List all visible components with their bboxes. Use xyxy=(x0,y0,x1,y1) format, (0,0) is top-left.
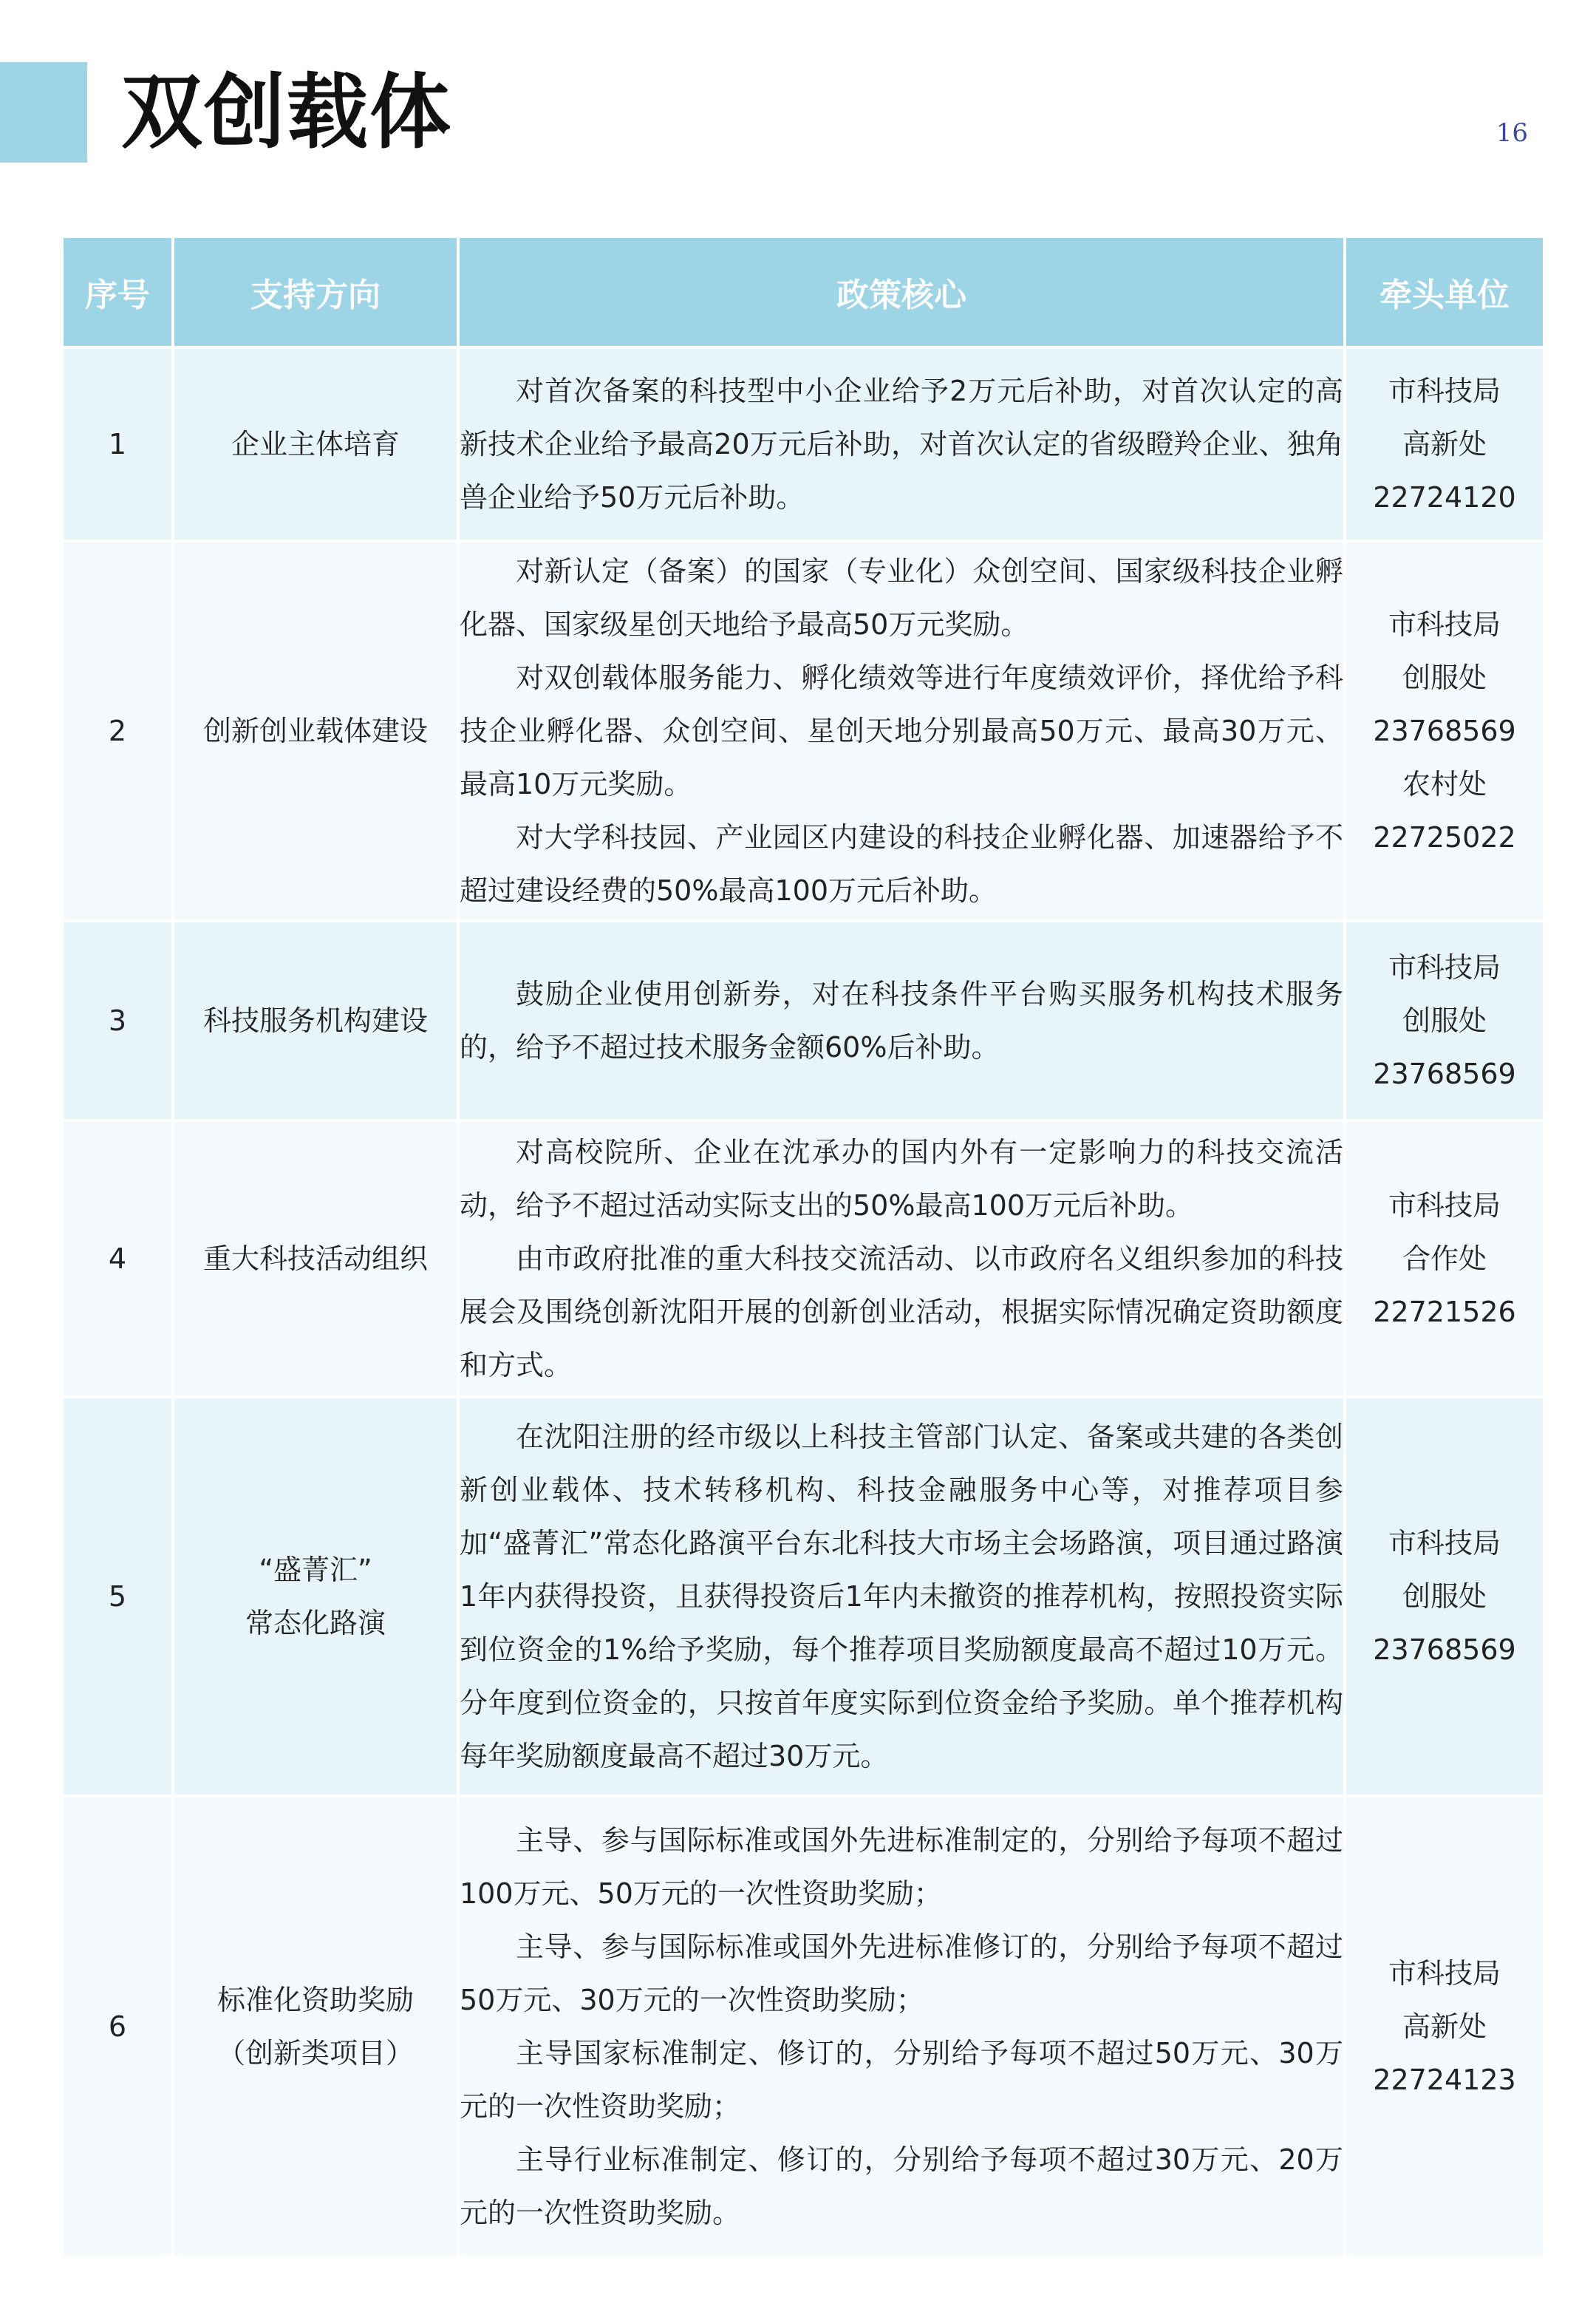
cell-direction xyxy=(174,1122,457,1395)
lead-line: 23768569 xyxy=(1373,1058,1516,1090)
cell-lead xyxy=(1346,1398,1543,1795)
cell-no: 4 xyxy=(64,1122,171,1395)
lead-line: 合作处 xyxy=(1402,1242,1487,1275)
lead-line: 创服处 xyxy=(1402,1004,1487,1037)
table-header-row xyxy=(64,238,1543,346)
cell-direction xyxy=(174,1797,457,2256)
direction-text: “盛菁汇” xyxy=(259,1554,372,1586)
table-row xyxy=(64,922,1543,1119)
cell-direction xyxy=(174,543,457,919)
core-paragraph: 主导、参与国际标准或国外先进标准制定的，分别给予每项不超过100万元、50万元的一次性资助奖励； xyxy=(460,1824,1343,1910)
core-paragraph: 对首次备案的科技型中小企业给予2万元后补助，对首次认定的高新技术企业给予最高20万元后补助，对首次认定的省级瞪羚企业、独角兽企业给予50万元后补助。 xyxy=(460,375,1343,514)
lead-line: 高新处 xyxy=(1402,2010,1487,2043)
direction-text: 重大科技活动组织 xyxy=(202,1242,428,1275)
direction-text: （创新类项目） xyxy=(216,2037,414,2069)
lead-line: 高新处 xyxy=(1402,428,1487,460)
lead-line: 23768569 xyxy=(1373,715,1516,747)
cell-no: 3 xyxy=(64,922,171,1119)
policy-table xyxy=(61,235,1546,2259)
cell-no: 2 xyxy=(64,543,171,919)
page-number: 16 xyxy=(1496,118,1528,148)
lead-line: 市科技局 xyxy=(1388,1957,1501,1990)
direction-text: 科技服务机构建设 xyxy=(202,1004,428,1037)
lead-line: 创服处 xyxy=(1402,1580,1487,1613)
direction-text: 创新创业载体建设 xyxy=(202,715,428,747)
core-paragraph: 对新认定（备案）的国家（专业化）众创空间、国家级科技企业孵化器、国家级星创天地给予最高50万元奖励。 xyxy=(460,555,1343,641)
lead-line: 23768569 xyxy=(1373,1633,1516,1666)
direction-text: 企业主体培育 xyxy=(231,428,400,460)
core-paragraph: 在沈阳注册的经市级以上科技主管部门认定、备案或共建的各类创新创业载体、技术转移机构、科技金融服务中心等，对推荐项目参加“盛菁汇”常态化路演平台东北科技大市场主会场路演，项目通过路演1年内获得投资，且获得投资后1年内未撤资的推荐机构，按照投资实际到位资金的1%给予奖励，每个推荐项目奖励额度最高不超过10万元。分年度到位资金的，只按首年度实际到位资金给予奖励。单个推荐机构每年奖励额度最高不超过30万元。 xyxy=(460,1421,1343,1772)
cell-direction xyxy=(174,1398,457,1795)
cell-direction xyxy=(174,349,457,540)
table-row xyxy=(64,349,1543,540)
core-paragraph: 对高校院所、企业在沈承办的国内外有一定影响力的科技交流活动，给予不超过活动实际支出的50%最高100万元后补助。 xyxy=(460,1136,1343,1222)
lead-line: 22725022 xyxy=(1373,821,1516,854)
lead-line: 创服处 xyxy=(1402,661,1487,694)
cell-lead xyxy=(1346,922,1543,1119)
cell-no: 6 xyxy=(64,1797,171,2256)
lead-line: 22724120 xyxy=(1373,481,1516,514)
lead-line: 市科技局 xyxy=(1388,951,1501,984)
cell-core xyxy=(460,349,1343,540)
header-core: 政策核心 xyxy=(460,238,1343,346)
cell-no: 1 xyxy=(64,349,171,540)
core-paragraph: 对大学科技园、产业园区内建设的科技企业孵化器、加速器给予不超过建设经费的50%最高100万元后补助。 xyxy=(460,821,1343,907)
table-row xyxy=(64,1398,1543,1795)
cell-lead xyxy=(1346,1797,1543,2256)
cell-core xyxy=(460,543,1343,919)
header-no: 序号 xyxy=(64,238,171,346)
direction-text: 常态化路演 xyxy=(245,1607,386,1639)
lead-line: 市科技局 xyxy=(1388,1527,1501,1560)
table-row xyxy=(64,1122,1543,1395)
cell-lead xyxy=(1346,1122,1543,1395)
core-paragraph: 主导、参与国际标准或国外先进标准修订的，分别给予每项不超过50万元、30万元的一次性资助奖励； xyxy=(460,1931,1343,2016)
cell-lead xyxy=(1346,349,1543,540)
lead-line: 市科技局 xyxy=(1388,375,1501,407)
lead-line: 农村处 xyxy=(1402,768,1487,800)
page-title: 双创载体 xyxy=(121,65,452,160)
cell-lead xyxy=(1346,543,1543,919)
direction-text: 标准化资助奖励 xyxy=(216,1984,414,2016)
cell-core xyxy=(460,922,1343,1119)
lead-line: 市科技局 xyxy=(1388,1189,1501,1222)
cell-core xyxy=(460,1122,1343,1395)
header-lead: 牵头单位 xyxy=(1346,238,1543,346)
table-row xyxy=(64,543,1543,919)
core-paragraph: 鼓励企业使用创新券，对在科技条件平台购买服务机构技术服务的，给予不超过技术服务金额60%后补助。 xyxy=(460,978,1343,1064)
table-row xyxy=(64,1797,1543,2256)
lead-line: 市科技局 xyxy=(1388,608,1501,641)
cell-no: 5 xyxy=(64,1398,171,1795)
header-direction: 支持方向 xyxy=(174,238,457,346)
lead-line: 22721526 xyxy=(1373,1296,1516,1328)
cell-direction xyxy=(174,922,457,1119)
core-paragraph: 由市政府批准的重大科技交流活动、以市政府名义组织参加的科技展会及围绕创新沈阳开展的创新创业活动，根据实际情况确定资助额度和方式。 xyxy=(460,1242,1343,1381)
lead-line: 22724123 xyxy=(1373,2064,1516,2096)
core-paragraph: 主导国家标准制定、修订的，分别给予每项不超过50万元、30万元的一次性资助奖励； xyxy=(460,2037,1343,2123)
core-paragraph: 对双创载体服务能力、孵化绩效等进行年度绩效评价，择优给予科技企业孵化器、众创空间、星创天地分别最高50万元、最高30万元、最高10万元奖励。 xyxy=(460,661,1343,800)
title-accent-bar xyxy=(0,62,87,163)
cell-core xyxy=(460,1797,1343,2256)
cell-core xyxy=(460,1398,1343,1795)
core-paragraph: 主导行业标准制定、修订的，分别给予每项不超过30万元、20万元的一次性资助奖励。 xyxy=(460,2143,1343,2229)
